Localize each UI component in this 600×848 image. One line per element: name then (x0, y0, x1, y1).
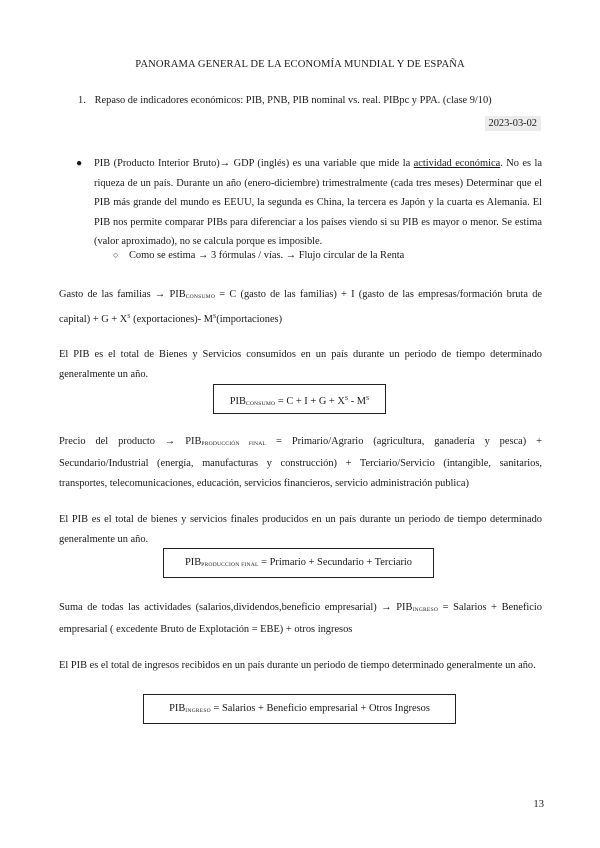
formula-consumo-box: $PIB_{CONSUMO} = C + I + G + X^S - M^S$ (213, 384, 386, 414)
ingreso-definition: El PIB es el total de ingresos recibidos en un país durante un periodo de tiempo determinado generalmente un año. (59, 660, 536, 671)
date-tag: 2023-03-02 (485, 116, 541, 131)
circle-bullet-icon: ○ (113, 250, 119, 260)
precio-paragraph: Precio del producto → $PIB_{PRODUCCIÓN FINAL}$ = Primario/Agrario (agricultura, ganadería y pesca) + Secundario/Industrial (energía, manufacturas y construcción) + Terciario/Servicio (intangible, sanitarios, transportes, telecomunicaciones, educación, servicios financieros, servicio administración publica) (59, 436, 542, 490)
sub-bullet-item (113, 247, 404, 264)
list-item-text: Repaso de indicadores económicos: PIB, PNB, PIB nominal vs. real. PIBpc y PPA. (clase 9/10) (94, 95, 492, 106)
bullet-dot-icon: ● (76, 158, 83, 169)
gasto-paragraph: Gasto de las familias → $PIB_{CONSUMO} = C$ (gasto de las familias) + I (gasto de las empresas/formación bruta de capital) + $G + X^S$ (exportaciones)- $M^S(importaciones)$ (59, 289, 542, 326)
page-number: 13 (533, 799, 544, 810)
bullet-paragraph (76, 154, 542, 252)
economic-activity-link[interactable]: actividad económica (413, 158, 501, 169)
list-item-1 (78, 95, 492, 106)
sub-bullet-text: Como se estima → 3 fórmulas / vías. → Flujo circular de la Renta (129, 250, 405, 261)
formula-produccion-box: $PIB_{PRODUCCION FINAL}$ = Primario + Secundario + Terciario (163, 548, 434, 578)
consumo-definition: El PIB es el total de Bienes y Servicios consumidos en un país durante un periodo de tiempo determinado generalmente un año. (59, 349, 542, 381)
bullet-text: PIB (Producto Interior Bruto)→ GDP (inglés) es una variable que mide la actividad económica. No es la riqueza de un país. Durante un año (enero-diciembre) trimestralmente (cada tres meses) Determinar que el PIB más grande del mundo es EEUU, la segunda es China, la tercera es Japón y la cuarta es Alemania. El PIB nos permite comparar PIBs para diferenciar a los países viendo si su PIB es mayor o menor. Se estima (valor aproximado), no se calcula porque es imposible. (94, 158, 542, 248)
page-title: PANORAMA GENERAL DE LA ECONOMÍA MUNDIAL Y DE ESPAÑA (135, 59, 465, 70)
formula-ingreso-box: $PIB_{INGRESO}$ = Salarios + Beneficio empresarial + Otros Ingresos (143, 694, 456, 724)
suma-paragraph: Suma de todas las actividades (salarios,dividendos,beneficio empresarial) → $PIB_{INGRESO}$ = Salarios + Beneficio empresarial ( excedente Bruto de Explotación = EBE) + otros ingresos (59, 602, 542, 636)
produccion-definition: El PIB es el total de bienes y servicios finales producidos en un país durante un periodo de tiempo determinado generalmente un año. (59, 514, 542, 546)
list-item-number: 1. (78, 95, 86, 106)
